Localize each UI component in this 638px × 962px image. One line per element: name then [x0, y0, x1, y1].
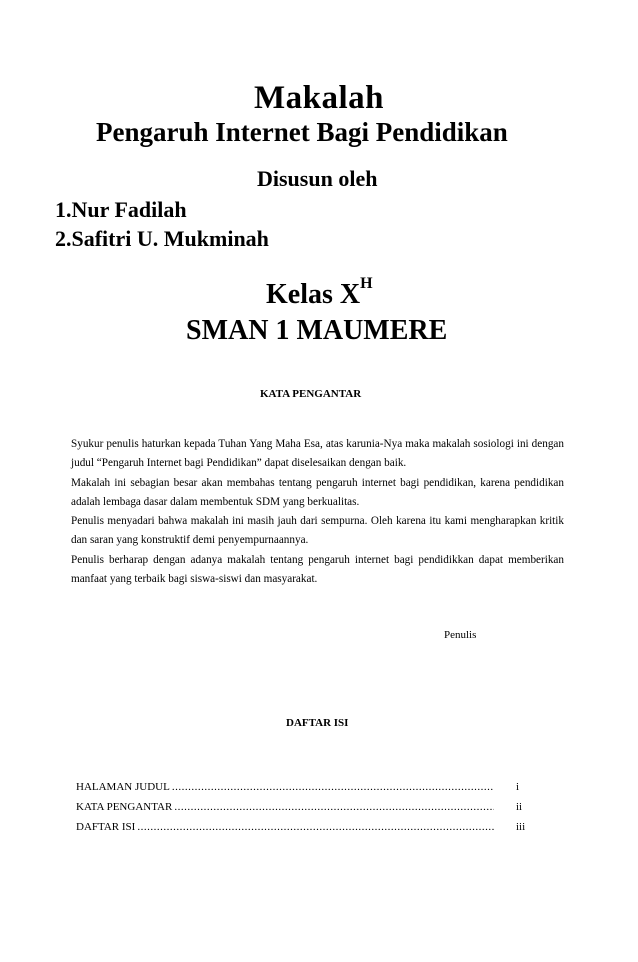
toc-leader-dots	[172, 781, 494, 793]
preface-heading: KATA PENGANTAR	[260, 388, 362, 400]
toc-entry-label: HALAMAN JUDUL	[76, 781, 170, 793]
school-name: SMAN 1 MAUMERE	[186, 315, 448, 346]
toc-heading: DAFTAR ISI	[286, 717, 349, 729]
toc-entry[interactable]	[76, 821, 536, 841]
document-subtitle: Pengaruh Internet Bagi Pendidikan	[96, 117, 508, 147]
preface-body	[71, 435, 564, 589]
preface-paragraph: Penulis menyadari bahwa makalah ini masih jauh dari sempurna. Oleh karena itu kami mengharapkan kritik dan saran yang konstruktif demi penyempurnaannya.	[71, 515, 564, 547]
preface-signer: Penulis	[444, 629, 477, 641]
toc-leader-dots	[137, 821, 494, 833]
toc-entry-page: ii	[516, 801, 523, 813]
preface-paragraph: Syukur penulis haturkan kepada Tuhan Yang Maha Esa, atas karunia-Nya maka makalah sosiologi ini dengan judul “Pengaruh Internet bagi Pendidikan” dapat diselesaikan dengan baik.	[71, 438, 564, 470]
author-1: 1.Nur Fadilah	[55, 197, 187, 222]
document-title: Makalah	[253, 80, 385, 116]
class-label	[266, 275, 373, 311]
class-superscript: H	[360, 275, 373, 292]
toc-entry-page: iii	[516, 821, 526, 833]
toc-entry[interactable]	[76, 781, 536, 801]
class-name: Kelas X	[266, 279, 361, 310]
preface-paragraph: Penulis berharap dengan adanya makalah tentang pengaruh internet bagi pendidikkan dapat memberikan manfaat yang terbaik bagi siswa-siswi dan masyarakat.	[71, 553, 564, 586]
author-2: 2.Safitri U. Mukminah	[55, 226, 269, 251]
toc-leader-dots	[174, 801, 494, 813]
toc-entry-page: i	[516, 781, 520, 793]
preface-paragraph: Makalah ini sebagian besar akan membahas tentang pengaruh internet bagi pendidikan, karena pendidikan adalah lembaga dasar dalam membentuk SDM yang berkualitas.	[71, 476, 564, 508]
toc-entry-label: KATA PENGANTAR	[76, 801, 173, 813]
toc-entry-label: DAFTAR ISI	[76, 821, 136, 833]
table-of-contents	[76, 781, 536, 841]
toc-entry[interactable]	[76, 801, 536, 821]
authored-by-label: Disusun oleh	[257, 166, 378, 191]
